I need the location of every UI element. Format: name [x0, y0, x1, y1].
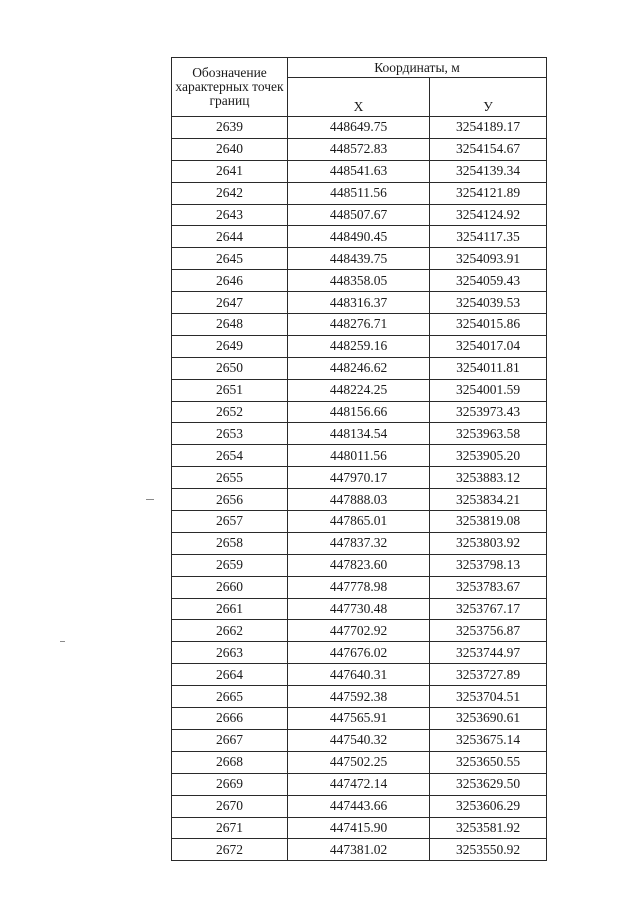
y-value-cell: 3254059.43: [430, 270, 547, 292]
scan-mark: [146, 499, 154, 500]
table-row: [172, 160, 547, 182]
x-value-cell: 447415.90: [288, 817, 430, 839]
table-row: [172, 511, 547, 533]
table-row: [172, 117, 547, 139]
table-row: [172, 489, 547, 511]
table-row: [172, 576, 547, 598]
scan-mark: [60, 641, 65, 642]
x-value-cell: 447640.31: [288, 664, 430, 686]
point-number-cell: 2671: [172, 817, 288, 839]
point-number-cell: 2648: [172, 314, 288, 336]
x-value-cell: 447778.98: [288, 576, 430, 598]
y-value-cell: 3254039.53: [430, 292, 547, 314]
y-value-cell: 3253767.17: [430, 598, 547, 620]
point-number-cell: 2651: [172, 379, 288, 401]
table-row: [172, 642, 547, 664]
x-value-cell: 447502.25: [288, 751, 430, 773]
point-number-cell: 2668: [172, 751, 288, 773]
coordinates-group-header: Координаты, м: [288, 58, 547, 78]
table-row: [172, 379, 547, 401]
point-number-cell: 2643: [172, 204, 288, 226]
table-row: [172, 817, 547, 839]
point-number-cell: 2661: [172, 598, 288, 620]
y-value-cell: 3253834.21: [430, 489, 547, 511]
x-value-cell: 448511.56: [288, 182, 430, 204]
point-number-cell: 2664: [172, 664, 288, 686]
table-row: [172, 664, 547, 686]
x-value-cell: 447970.17: [288, 467, 430, 489]
x-value-cell: 448572.83: [288, 138, 430, 160]
y-value-cell: 3253727.89: [430, 664, 547, 686]
y-value-cell: 3253819.08: [430, 511, 547, 533]
point-number-cell: 2654: [172, 445, 288, 467]
x-value-cell: 448224.25: [288, 379, 430, 401]
table-body: [172, 117, 547, 861]
table-row: [172, 226, 547, 248]
table-row: [172, 554, 547, 576]
y-value-cell: 3254015.86: [430, 314, 547, 336]
x-value-cell: 448156.66: [288, 401, 430, 423]
point-number-cell: 2644: [172, 226, 288, 248]
table-row: [172, 773, 547, 795]
y-value-cell: 3253550.92: [430, 839, 547, 861]
table-row: [172, 292, 547, 314]
table-header: [172, 58, 547, 117]
point-number-cell: 2660: [172, 576, 288, 598]
point-number-cell: 2646: [172, 270, 288, 292]
table-row: [172, 248, 547, 270]
x-value-cell: 448134.54: [288, 423, 430, 445]
y-value-cell: 3253581.92: [430, 817, 547, 839]
y-value-cell: 3254011.81: [430, 357, 547, 379]
x-value-cell: 448507.67: [288, 204, 430, 226]
table-row: [172, 357, 547, 379]
x-value-cell: 448541.63: [288, 160, 430, 182]
y-header: У: [430, 78, 547, 117]
x-value-cell: 448259.16: [288, 335, 430, 357]
table-row: [172, 729, 547, 751]
table-row: [172, 204, 547, 226]
table-row: [172, 423, 547, 445]
x-value-cell: 447888.03: [288, 489, 430, 511]
table-row: [172, 751, 547, 773]
x-value-cell: 447837.32: [288, 532, 430, 554]
coordinates-table: [171, 57, 547, 861]
x-value-cell: 448649.75: [288, 117, 430, 139]
point-number-cell: 2669: [172, 773, 288, 795]
point-number-cell: 2667: [172, 729, 288, 751]
y-value-cell: 3253675.14: [430, 729, 547, 751]
y-value-cell: 3254117.35: [430, 226, 547, 248]
y-value-cell: 3254001.59: [430, 379, 547, 401]
point-number-cell: 2639: [172, 117, 288, 139]
x-value-cell: 447565.91: [288, 708, 430, 730]
y-value-cell: 3253756.87: [430, 620, 547, 642]
x-value-cell: 447443.66: [288, 795, 430, 817]
x-value-cell: 447472.14: [288, 773, 430, 795]
point-number-cell: 2652: [172, 401, 288, 423]
point-number-cell: 2659: [172, 554, 288, 576]
y-value-cell: 3253650.55: [430, 751, 547, 773]
x-header: X: [288, 78, 430, 117]
y-value-cell: 3253963.58: [430, 423, 547, 445]
table-row: [172, 467, 547, 489]
point-number-cell: 2672: [172, 839, 288, 861]
point-number-cell: 2647: [172, 292, 288, 314]
point-number-cell: 2640: [172, 138, 288, 160]
y-value-cell: 3253629.50: [430, 773, 547, 795]
table-row: [172, 708, 547, 730]
y-value-cell: 3254154.67: [430, 138, 547, 160]
point-number-cell: 2657: [172, 511, 288, 533]
point-number-cell: 2656: [172, 489, 288, 511]
table-row: [172, 335, 547, 357]
point-number-cell: 2665: [172, 686, 288, 708]
x-value-cell: 447823.60: [288, 554, 430, 576]
point-number-cell: 2653: [172, 423, 288, 445]
y-value-cell: 3253973.43: [430, 401, 547, 423]
table-row: [172, 532, 547, 554]
table-row: [172, 598, 547, 620]
y-value-cell: 3254121.89: [430, 182, 547, 204]
point-number-cell: 2645: [172, 248, 288, 270]
y-value-cell: 3253905.20: [430, 445, 547, 467]
x-value-cell: 448011.56: [288, 445, 430, 467]
x-value-cell: 448490.45: [288, 226, 430, 248]
x-value-cell: 448316.37: [288, 292, 430, 314]
y-value-cell: 3253798.13: [430, 554, 547, 576]
x-value-cell: 448358.05: [288, 270, 430, 292]
point-number-cell: 2662: [172, 620, 288, 642]
x-value-cell: 447865.01: [288, 511, 430, 533]
y-value-cell: 3253883.12: [430, 467, 547, 489]
point-number-cell: 2650: [172, 357, 288, 379]
x-value-cell: 447730.48: [288, 598, 430, 620]
point-number-cell: 2655: [172, 467, 288, 489]
x-value-cell: 447702.92: [288, 620, 430, 642]
table-row: [172, 620, 547, 642]
point-number-cell: 2642: [172, 182, 288, 204]
y-value-cell: 3254017.04: [430, 335, 547, 357]
table-row: [172, 270, 547, 292]
point-name-header: Обозначение характерных точек границ: [172, 58, 288, 117]
table-row: [172, 401, 547, 423]
x-value-cell: 447381.02: [288, 839, 430, 861]
point-number-cell: 2666: [172, 708, 288, 730]
x-value-cell: 447540.32: [288, 729, 430, 751]
y-value-cell: 3253783.67: [430, 576, 547, 598]
table-row: [172, 314, 547, 336]
table-row: [172, 445, 547, 467]
table-row: [172, 686, 547, 708]
x-value-cell: 448276.71: [288, 314, 430, 336]
y-value-cell: 3253690.61: [430, 708, 547, 730]
table-row: [172, 182, 547, 204]
point-number-cell: 2663: [172, 642, 288, 664]
y-value-cell: 3253803.92: [430, 532, 547, 554]
y-value-cell: 3253704.51: [430, 686, 547, 708]
point-number-cell: 2641: [172, 160, 288, 182]
point-number-cell: 2649: [172, 335, 288, 357]
y-value-cell: 3253744.97: [430, 642, 547, 664]
y-value-cell: 3253606.29: [430, 795, 547, 817]
x-value-cell: 448246.62: [288, 357, 430, 379]
table-row: [172, 138, 547, 160]
y-value-cell: 3254189.17: [430, 117, 547, 139]
table-row: [172, 839, 547, 861]
x-value-cell: 448439.75: [288, 248, 430, 270]
y-value-cell: 3254093.91: [430, 248, 547, 270]
x-value-cell: 447592.38: [288, 686, 430, 708]
point-number-cell: 2670: [172, 795, 288, 817]
y-value-cell: 3254139.34: [430, 160, 547, 182]
y-value-cell: 3254124.92: [430, 204, 547, 226]
table-row: [172, 795, 547, 817]
point-number-cell: 2658: [172, 532, 288, 554]
x-value-cell: 447676.02: [288, 642, 430, 664]
